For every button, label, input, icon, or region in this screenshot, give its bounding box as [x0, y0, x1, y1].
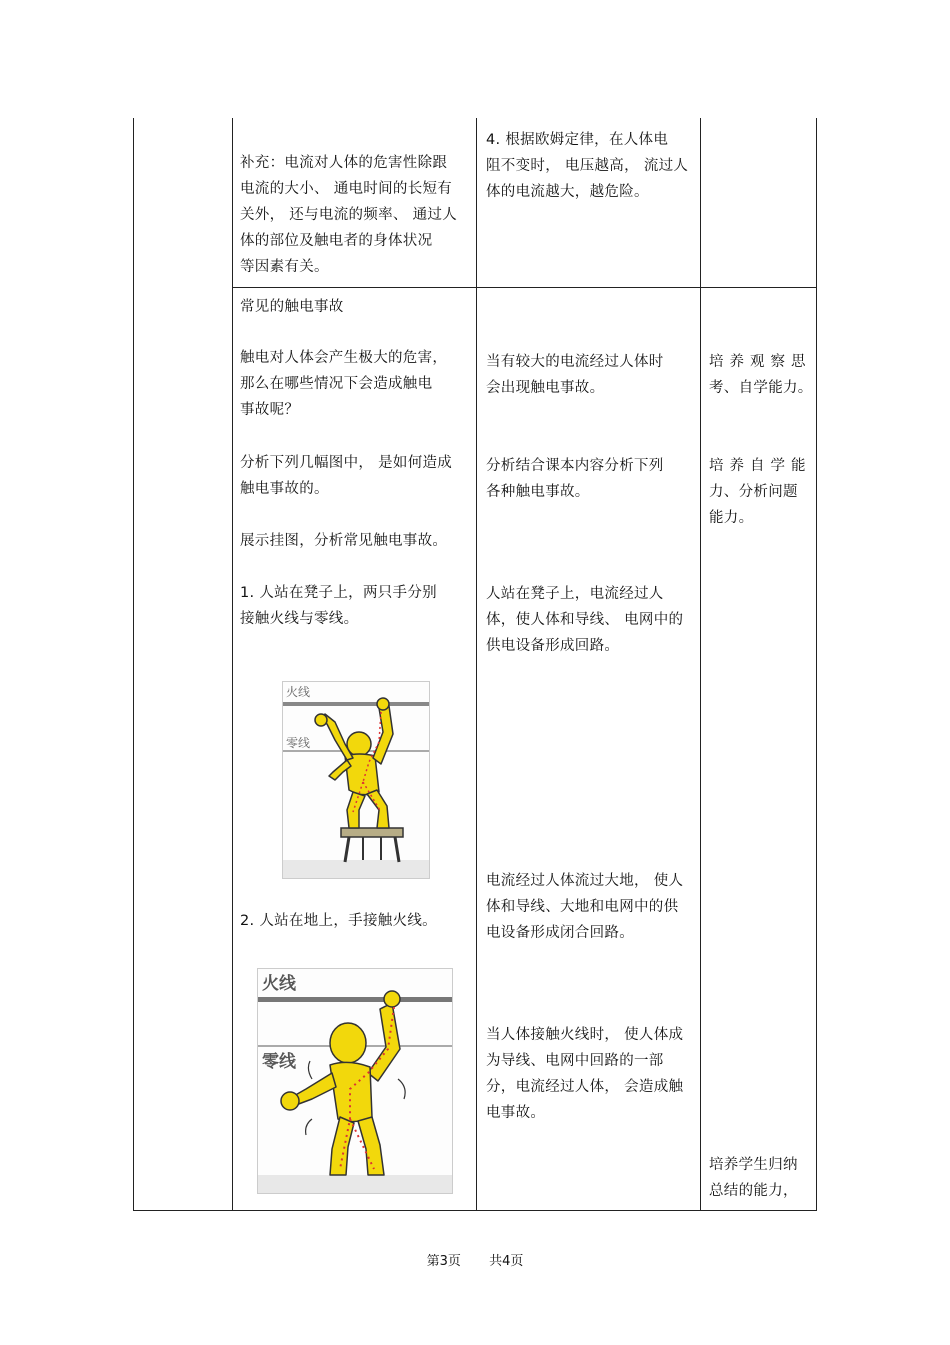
table-border-bottom [133, 1210, 817, 1211]
supplement-text: 补充：电流对人体的危害性除跟 电流的大小、 通电时间的长短有 关外， 还与电流的频率、 通过人 体的部位及触电者的身体状况 等因素有关。 [240, 155, 458, 275]
page-footer [0, 1250, 950, 1269]
col4-goal-observation: 培养观察思 考、自学能力。 [709, 354, 813, 396]
figure-person-on-stool [282, 681, 430, 879]
intro-question: 触电对人体会产生极大的危害， 那么在哪些情况下会造成触电 事故呢？ [240, 350, 448, 418]
fig1-neutral-label: 零线 [286, 736, 311, 750]
col3-analysis-task: 分析结合课本内容分析下列 各种触电事故。 [486, 458, 664, 500]
ohm-law-note: 4. 根据欧姆定律，在人体电 阻不变时， 电压越高， 流过人 体的电流越大，越危险。 [486, 132, 689, 200]
table-row-divider [232, 287, 817, 288]
col4-goal-self-study: 培养自学能 力、分析问题 能力。 [709, 458, 812, 526]
col3-case2-explanation: 电流经过人体流过大地， 使人 体和导线、大地和电网中的供 电设备形成闭合回路。 [486, 873, 684, 941]
col3-accident-cause: 当有较大的电流经过人体时 会出现触电事故。 [486, 354, 664, 396]
fig2-neutral-label: 零线 [262, 1052, 296, 1072]
col4-goal-summary: 培养学生归纳 总结的能力， [709, 1157, 798, 1199]
fig1-live-label: 火线 [286, 685, 311, 699]
table-col-divider-3 [700, 118, 701, 1211]
case-2-text: 2. 人站在地上，手接触火线。 [240, 913, 437, 929]
page-number: 第3页 [426, 1254, 461, 1269]
table-col-divider-1 [232, 118, 233, 1211]
table-border-right [816, 118, 817, 1211]
section-heading: 常见的触电事故 [240, 299, 344, 315]
col3-case1-explanation: 人站在凳子上，电流经过人 体，使人体和导线、 电网中的 供电设备形成回路。 [486, 586, 684, 654]
table-col-divider-2 [476, 118, 477, 1211]
analyze-instruction: 分析下列几幅图中， 是如何造成 触电事故的。 [240, 455, 453, 497]
case-1-text: 1. 人站在凳子上，两只手分别 接触火线与零线。 [240, 585, 437, 627]
col3-live-wire-explanation: 当人体接触火线时， 使人体成 为导线、电网中回路的一部 分，电流经过人体， 会造成触 电事故。 [486, 1027, 684, 1121]
fig2-live-label: 火线 [262, 974, 296, 994]
page-total: 共4页 [489, 1254, 524, 1269]
table-border-left [133, 118, 134, 1211]
show-chart-instruction: 展示挂图，分析常见触电事故。 [240, 533, 448, 549]
figure-person-on-ground [257, 968, 453, 1194]
